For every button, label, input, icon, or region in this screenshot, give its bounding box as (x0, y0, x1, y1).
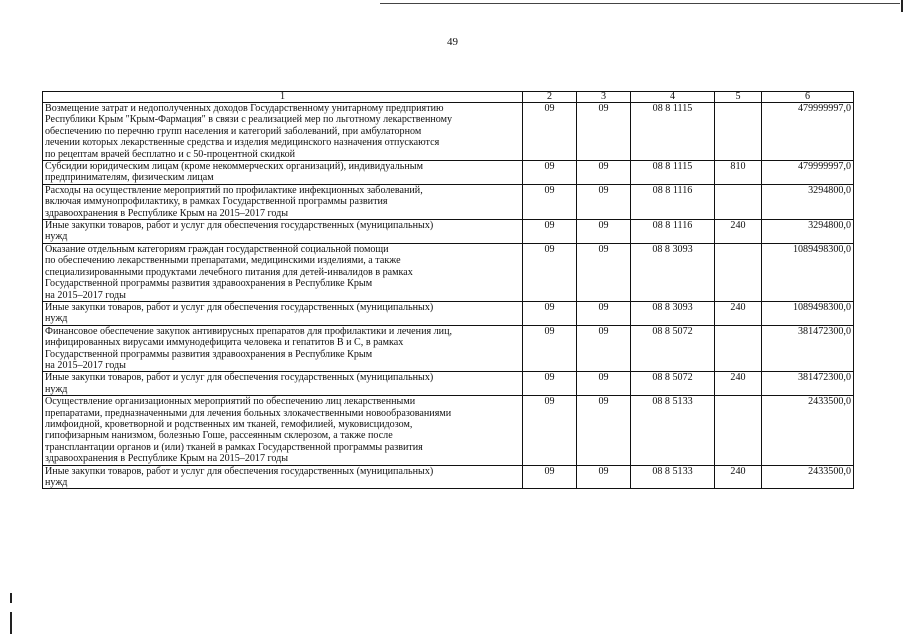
amount: 479999997,0 (762, 161, 854, 185)
table-row (43, 325, 854, 372)
subsection-code: 09 (577, 220, 631, 244)
expense-type-code: 240 (715, 220, 762, 244)
subsection-code: 09 (577, 184, 631, 219)
expense-type-code: 240 (715, 465, 762, 489)
row-description (43, 301, 523, 325)
subsection-code: 09 (577, 103, 631, 161)
description-line: здравоохранения в Республике Крым на 2015–2017 годы (45, 453, 289, 465)
amount: 1089498300,0 (762, 243, 854, 301)
subsection-code: 09 (577, 301, 631, 325)
description-line: трансплантации органов и (или) тканей в рамках Государственной программы развития (45, 441, 423, 453)
description-line: гипофизарным нанизмом, болезнью Гоше, рассеянным склерозом, а также после (45, 430, 393, 442)
description-line: обеспечению по перечню групп населения и категорий заболеваний, при амбулаторном (45, 125, 422, 137)
row-description (43, 372, 523, 396)
subsection-code: 09 (577, 325, 631, 372)
amount: 381472300,0 (762, 372, 854, 396)
row-description (43, 220, 523, 244)
description-line: Субсидии юридическим лицам (кроме некоммерческих организаций), индивидуальным (45, 161, 423, 173)
amount: 479999997,0 (762, 103, 854, 161)
scan-artifact-corner-mark (901, 0, 903, 12)
section-code: 09 (523, 243, 577, 301)
header-col-4: 4 (631, 92, 715, 103)
amount: 2433500,0 (762, 396, 854, 465)
amount: 1089498300,0 (762, 301, 854, 325)
expense-type-code: 240 (715, 301, 762, 325)
table-row (43, 396, 854, 465)
target-article-code: 08 8 1116 (631, 184, 715, 219)
table-row (43, 465, 854, 489)
description-line: Расходы на осуществление мероприятий по профилактике инфекционных заболеваний, (45, 184, 423, 196)
header-col-6: 6 (762, 92, 854, 103)
subsection-code: 09 (577, 465, 631, 489)
description-line: включая иммунопрофилактику, в рамках Государственной программы развития (45, 196, 388, 208)
description-line: Иные закупки товаров, работ и услуг для обеспечения государственных (муниципальных) (45, 372, 434, 384)
description-line: Государственной программы развития здравоохранения в Республике Крым (45, 348, 373, 360)
row-description (43, 161, 523, 185)
row-description (43, 325, 523, 372)
table-row (43, 301, 854, 325)
section-code: 09 (523, 103, 577, 161)
section-code: 09 (523, 465, 577, 489)
description-line: нужд (45, 383, 68, 395)
target-article-code: 08 8 3093 (631, 243, 715, 301)
target-article-code: 08 8 1115 (631, 161, 715, 185)
section-code: 09 (523, 161, 577, 185)
subsection-code: 09 (577, 243, 631, 301)
description-line: препаратами, предназначенными для лечения больных злокачественными новообразованиями (45, 407, 452, 419)
description-line: Осуществление организационных мероприятий по обеспечению лиц лекарственными (45, 396, 416, 408)
scan-artifact-edge-mark (10, 612, 12, 634)
description-line: по рецептам врачей бесплатно и с 50-процентной скидкой (45, 148, 296, 160)
description-line: Иные закупки товаров, работ и услуг для обеспечения государственных (муниципальных) (45, 465, 434, 477)
table-header-row (43, 92, 854, 103)
section-code: 09 (523, 372, 577, 396)
description-line: на 2015–2017 годы (45, 289, 126, 301)
description-line: Иные закупки товаров, работ и услуг для обеспечения государственных (муниципальных) (45, 301, 434, 313)
description-line: нужд (45, 231, 68, 243)
target-article-code: 08 8 5072 (631, 372, 715, 396)
table-row (43, 161, 854, 185)
row-description (43, 465, 523, 489)
description-line: на 2015–2017 годы (45, 359, 126, 371)
target-article-code: 08 8 5072 (631, 325, 715, 372)
description-line: Иные закупки товаров, работ и услуг для обеспечения государственных (муниципальных) (45, 220, 434, 232)
subsection-code: 09 (577, 372, 631, 396)
description-line: Республики Крым "Крым-Фармация" в связи с реализацией мер по льготному лекарственному (45, 114, 453, 126)
section-code: 09 (523, 325, 577, 372)
target-article-code: 08 8 3093 (631, 301, 715, 325)
table-row (43, 220, 854, 244)
description-line: предпринимателям, физическим лицам (45, 172, 214, 184)
description-line: лечении которых лекарственные средства и изделия медицинского назначения отпускаются (45, 137, 440, 149)
amount: 3294800,0 (762, 184, 854, 219)
table-row (43, 103, 854, 161)
expense-type-code (715, 396, 762, 465)
subsection-code: 09 (577, 396, 631, 465)
scan-artifact-top-line (380, 3, 900, 4)
table-row (43, 184, 854, 219)
description-line: специализированными продуктами лечебного питания для детей-инвалидов в рамках (45, 266, 413, 278)
section-code: 09 (523, 220, 577, 244)
table-body (43, 103, 854, 489)
budget-table (42, 91, 854, 489)
description-line: Финансовое обеспечение закупок антивирусных препаратов для профилактики и лечения лиц, (45, 325, 452, 337)
page-number: 49 (447, 36, 458, 48)
description-line: нужд (45, 313, 68, 325)
amount: 3294800,0 (762, 220, 854, 244)
table-row (43, 372, 854, 396)
description-line: Государственной программы развития здравоохранения в Республике Крым (45, 278, 373, 290)
description-line: здравоохранения в Республике Крым на 2015–2017 годы (45, 207, 289, 219)
expense-type-code (715, 184, 762, 219)
header-col-1: 1 (43, 92, 523, 103)
target-article-code: 08 8 5133 (631, 465, 715, 489)
subsection-code: 09 (577, 161, 631, 185)
row-description (43, 396, 523, 465)
amount: 2433500,0 (762, 465, 854, 489)
description-line: Возмещение затрат и недополученных доходов Государственному унитарному предприятию (45, 103, 444, 114)
target-article-code: 08 8 1116 (631, 220, 715, 244)
expense-type-code (715, 325, 762, 372)
description-line: инфицированных вирусами иммунодефицита человека и гепатитов В и С, в рамках (45, 337, 404, 349)
section-code: 09 (523, 184, 577, 219)
target-article-code: 08 8 1115 (631, 103, 715, 161)
row-description (43, 184, 523, 219)
expense-type-code (715, 103, 762, 161)
expense-type-code: 240 (715, 372, 762, 396)
target-article-code: 08 8 5133 (631, 396, 715, 465)
description-line: по обеспечению лекарственными препаратами, медицинскими изделиями, а также (45, 255, 401, 267)
scan-artifact-edge-mark (10, 593, 12, 603)
expense-type-code: 810 (715, 161, 762, 185)
section-code: 09 (523, 396, 577, 465)
description-line: Оказание отдельным категориям граждан государственной социальной помощи (45, 243, 389, 255)
header-col-3: 3 (577, 92, 631, 103)
description-line: нужд (45, 477, 68, 488)
table-row (43, 243, 854, 301)
row-description (43, 103, 523, 161)
expense-type-code (715, 243, 762, 301)
description-line: лимфоидной, кроветворной и родственных им тканей, гемофилией, муковисцидозом, (45, 418, 413, 430)
section-code: 09 (523, 301, 577, 325)
row-description (43, 243, 523, 301)
header-col-2: 2 (523, 92, 577, 103)
amount: 381472300,0 (762, 325, 854, 372)
header-col-5: 5 (715, 92, 762, 103)
